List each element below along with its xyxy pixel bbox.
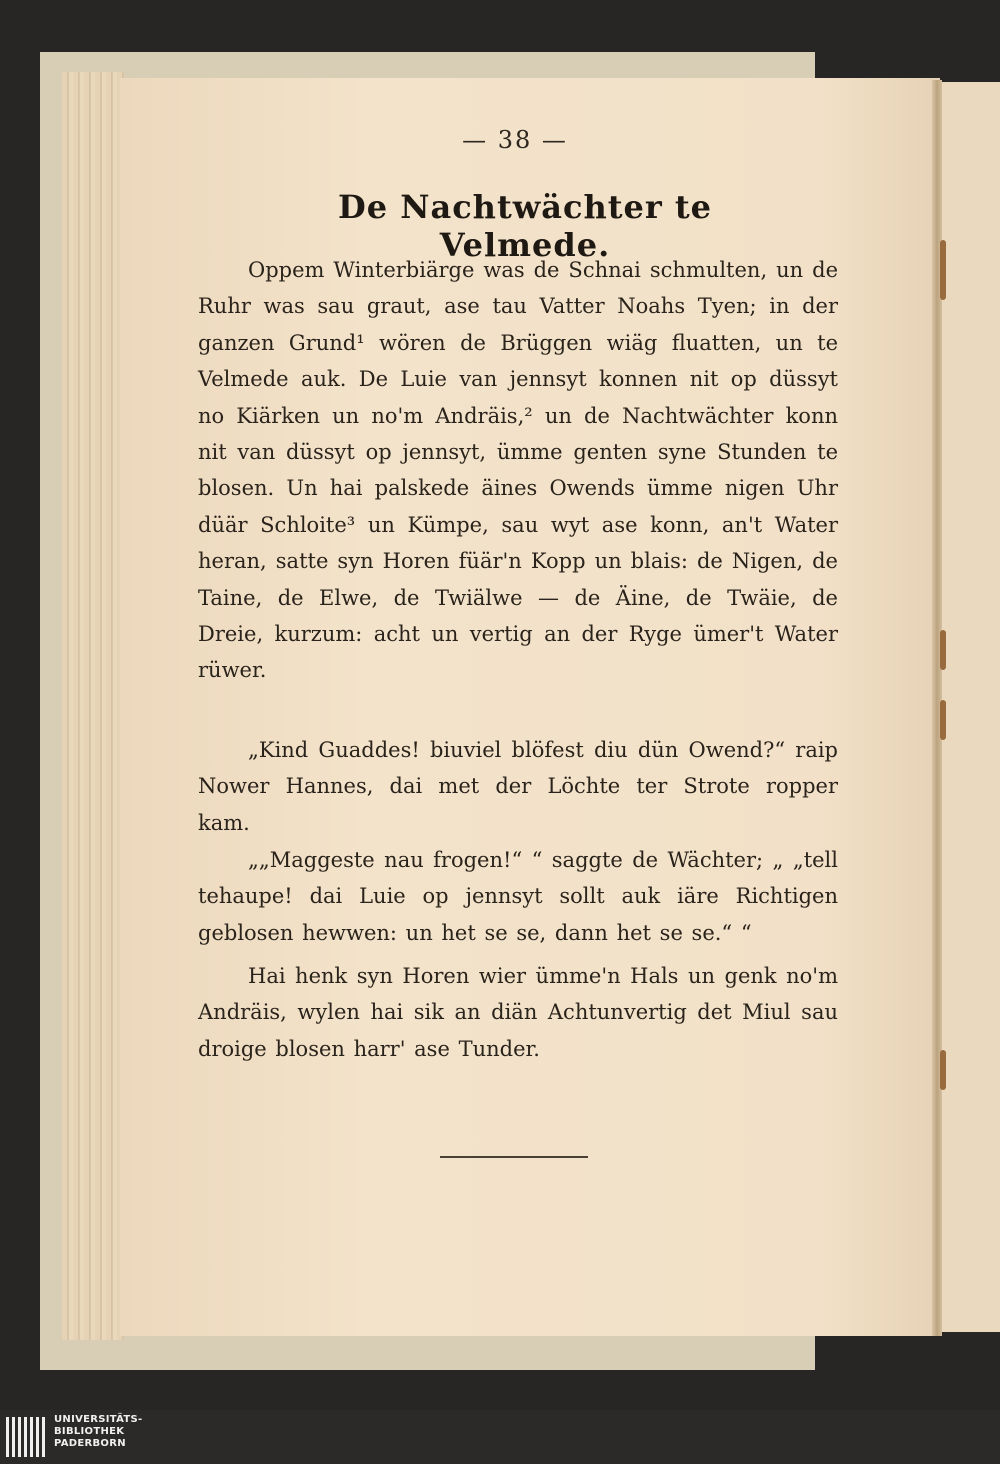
section-rule — [440, 1156, 588, 1158]
body-paragraph: Hai henk syn Horen wier ümme'n Hals un genk no'm Andräis, wylen hai sik an diän Achtunvertig det Miul sau droige blosen harr' ase Tunder. — [198, 964, 838, 1061]
page-title: De Nachtwächter te Velmede. — [337, 188, 713, 264]
page-edges — [62, 72, 124, 1340]
page-number: — 38 — — [462, 126, 568, 154]
body-paragraph: „Kind Guaddes! biuviel blöfest diu dün Owend?“ raip Nower Hannes, dai met der Löchte ter Strote ropper kam. — [198, 738, 838, 835]
footer-bar — [0, 1410, 1000, 1464]
logo-line: UNIVERSITÄTS- — [54, 1414, 143, 1425]
facing-page-edge — [942, 82, 1000, 1332]
library-logo-icon — [6, 1415, 50, 1459]
library-logo-text — [54, 1414, 143, 1450]
logo-line: BIBLIOTHEK — [54, 1426, 125, 1437]
binding-thread — [940, 1050, 946, 1090]
body-paragraph: Oppem Winterbiärge was de Schnai schmulten, un de Ruhr was sau graut, ase tau Vatter Noahs Tyen; in der ganzen Grund¹ wören de Brüggen wiäg fluatten, un te Velmede auk. De Luie van jennsyt konnen nit op düssyt no Kiärken un no'm Andräis,² un de Nachtwächter konn nit van düssyt op jennsyt, ümme genten syne Stunden te blosen. Un hai palskede äines Owends ümme nigen Uhr düär Schloite³ un Kümpe, sau wyt ase konn, an't Water heran, satte syn Horen füär'n Kopp un blais: de Nigen, de Taine, de Elwe, de Twiälwe — de Äine, de Twäie, de Dreie, kurzum: acht un vertig an der Ryge ümer't Water rüwer. — [198, 258, 838, 683]
binding-thread — [940, 630, 946, 670]
binding-thread — [940, 700, 946, 740]
logo-line: PADERBORN — [54, 1438, 126, 1449]
body-paragraph: „„Maggeste nau frogen!“ “ saggte de Wächter; „ „tell tehaupe! dai Luie op jennsyt sollt auk iäre Richtigen geblosen hewwen: un het se se, dann het se se.“ “ — [198, 848, 838, 945]
binding-thread — [940, 240, 946, 300]
